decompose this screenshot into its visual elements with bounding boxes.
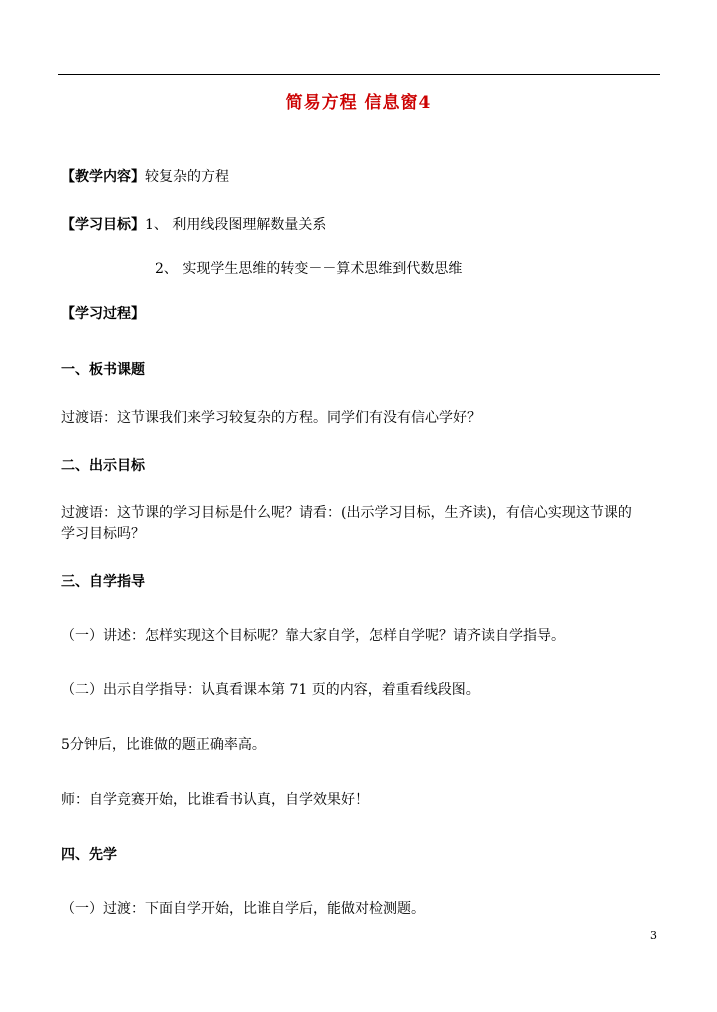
section-3-heading: 三、自学指导: [61, 574, 145, 590]
section-4-item-1: （一）过渡：下面自学开始，比谁自学后，能做对检测题。: [61, 901, 425, 917]
teaching-content-text: 较复杂的方程: [145, 169, 229, 185]
header-rule: [58, 74, 660, 75]
document-title: 简易方程 信息窗4: [285, 93, 432, 113]
learning-goal-line-1: [61, 214, 326, 236]
section-1-text: 过渡语：这节课我们来学习较复杂的方程。同学们有没有信心学好？: [61, 410, 481, 426]
section-3-item-3: 5分钟后，比谁做的题正确率高。: [61, 737, 266, 753]
learning-process-label: 【学习过程】: [61, 306, 145, 322]
section-4-heading: 四、先学: [61, 847, 117, 863]
section-2-heading: 二、出示目标: [61, 458, 145, 474]
teaching-content-line: [61, 166, 229, 188]
section-2-text-line-1: 过渡语：这节课的学习目标是什么呢？请看：(出示学习目标，生齐读)，有信心实现这节课的: [61, 505, 632, 521]
section-3-item-4: 师：自学竞赛开始，比谁看书认真，自学效果好！: [61, 792, 369, 808]
learning-goal-2: 2、 实现学生思维的转变－－算术思维到代数思维: [155, 261, 463, 277]
page-number: 3: [650, 929, 657, 942]
learning-goal-label: 【学习目标】: [61, 217, 145, 233]
learning-goal-1: 1、 利用线段图理解数量关系: [145, 217, 327, 233]
section-3-item-1: （一）讲述：怎样实现这个目标呢？靠大家自学，怎样自学呢？请齐读自学指导。: [61, 628, 565, 644]
section-2-text-line-2: 学习目标吗？: [61, 526, 145, 542]
section-1-heading: 一、板书课题: [61, 362, 145, 378]
teaching-content-label: 【教学内容】: [61, 169, 145, 185]
section-3-item-2: （二）出示自学指导：认真看课本第 71 页的内容，着重看线段图。: [61, 682, 480, 698]
